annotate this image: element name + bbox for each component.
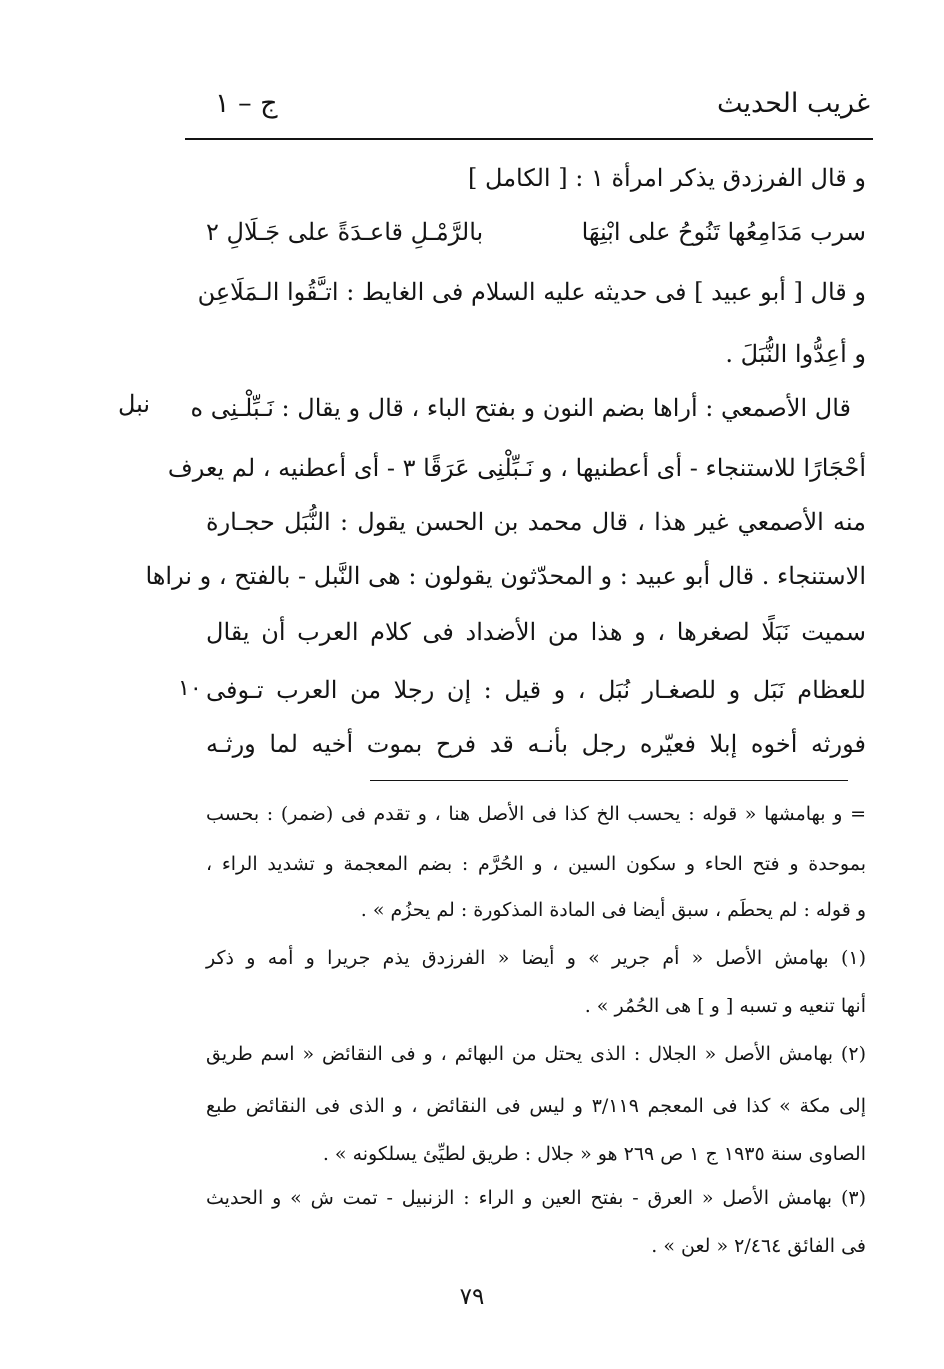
text-line: منه الأصمعي غير هذا ، قال محمد بن الحسن يقول : النُّبَل حجـارة: [206, 508, 866, 536]
footnote-line: و قوله : لم يحطَم ، سبق أيضا فى المادة المذكورة : لم يحزُم » .: [360, 899, 866, 921]
text-line: و قال الفرزدق يذكر امرأة ١ : [ الكامل ]: [468, 164, 866, 192]
text-line: للعظام نَبَل و للصغـار نُبَل ، و قيل : إن رجلا من العرب تـوفى: [206, 676, 866, 704]
page-header: [215, 88, 870, 128]
line-number: ١٠: [178, 676, 202, 701]
verse-line: [206, 210, 866, 254]
text-line: و أعِدُّوا النُّبَلَ .: [725, 340, 866, 368]
verse-second-hemistich: بالرَّمْـلِ قاعـدَةً على جَـلَالِ ٢: [206, 218, 484, 246]
footnote-line: (٢) بهامش الأصل « الجلال : الذى يحتل من البهائم ، و فى النقائض « اسم طريق: [206, 1043, 866, 1065]
footnote-line: بموحدة و فتح الحاء و سكون السين ، و الحُرَّم : بضم المعجمة و تشديد الراء ،: [206, 853, 866, 875]
text-line: قال الأصمعي : أراها بضم النون و بفتح الباء ، قال و يقال : نَـبِّلْـنِى ه: [190, 394, 851, 422]
margin-keyword: نبل: [118, 390, 151, 418]
page-number: ٧٩: [459, 1284, 485, 1310]
running-title: غريب الحديث: [717, 88, 870, 119]
text-line: سميت نَبَلًا لصغرها ، و هذا من الأضداد فى كلام العرب أن يقال: [206, 618, 866, 646]
header-rule: [185, 138, 873, 140]
volume-indicator: ج – ١: [215, 88, 278, 119]
text-line: الاستنجاء . قال أبو عبيد : و المحدّثون يقولون : هى النَّبل - بالفتح ، و نراها: [145, 562, 866, 590]
footnote-rule: [370, 780, 848, 781]
footnote-line: فى الفائق ٢/٤٦٤ « لعن » .: [651, 1235, 866, 1257]
footnote-line: (١) بهامش الأصل « أم جرير » و أيضا « الفرزدق يذم جريرا و أمه و ذكر: [206, 947, 866, 969]
text-line: و قال [ أبو عبيد ] فى حديثه عليه السلام فى الغايط : اتـَّقُوا الـمَلَاعِن: [197, 278, 866, 306]
verse-first-hemistich: سرب مَدَامِعُها تَنُوحُ على ابْنِهَا: [581, 218, 866, 246]
footnote-line: الصاوى سنة ١٩٣٥ ج ١ ص ٢٦٩ هو « جلال : طريق لطيِّئ يسلكونه » .: [322, 1143, 866, 1165]
footnote-line: أنها تنعيه و تسبه [ و ] هى الحُمُر » .: [584, 995, 866, 1017]
text-line: فورثه أخوه إبلا فعيّره رجل بأنـه قد فرح بموت أخيه لما ورثـه: [206, 730, 866, 758]
footnote-line: (٣) بهامش الأصل « العرق - بفتح العين و الراء : الزنبيل - تمت ش » و الحديث: [206, 1187, 866, 1209]
text-line: أحْجَارًا للاستنجاء - أى أعطنيها ، و نَـبِّلْنِى عَرَقًا ٣ - أى أعطنيه ، لم يعرف: [167, 454, 866, 482]
footnote-line: = و بهامشها « قوله : يحسب الخ كذا فى الأصل هنا ، و تقدم فى (ضمر) : بحسب: [206, 803, 866, 825]
footnote-line: إلى مكة » كذا فى المعجم ٣/١١٩ و ليس فى النقائض ، و الذى فى النقائض طبع: [206, 1095, 866, 1117]
